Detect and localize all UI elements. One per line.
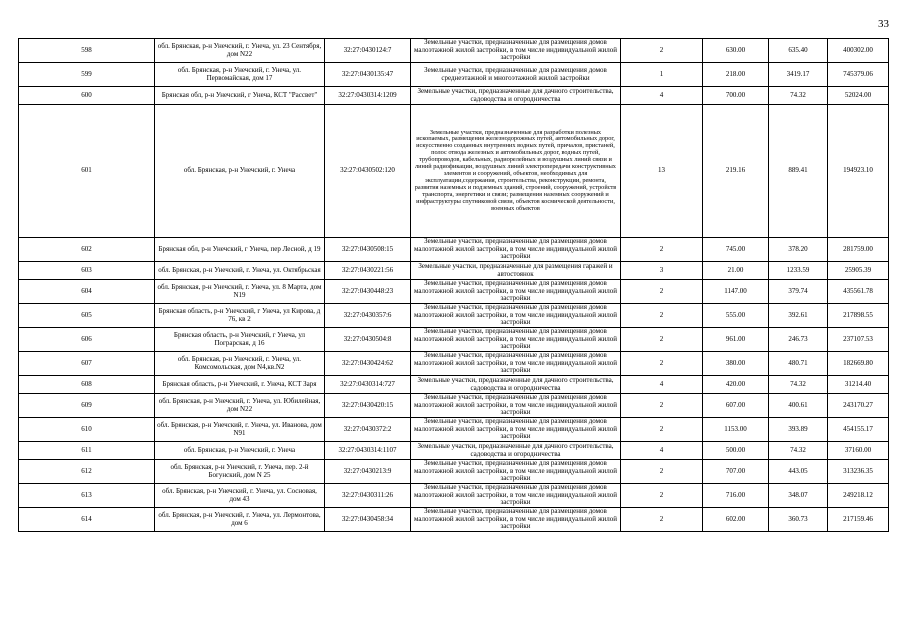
area-cell: 745.00 — [703, 238, 769, 262]
cadastral-value-cell: 249218.12 — [828, 484, 889, 508]
cadastral-number-cell: 32:27:0430420:15 — [325, 394, 411, 418]
address-cell: обл. Брянская, р-н Унечский, г. Унеча, ул. Первомайская, дом 17 — [155, 63, 325, 87]
row-number-cell: 613 — [19, 484, 155, 508]
land-purpose-cell: Земельные участки, предназначенные для размещения домов малоэтажной жилой застройки, в том числе индивидуальной жилой застройки — [411, 280, 621, 304]
area-cell: 555.00 — [703, 304, 769, 328]
cadastral-number-cell: 32:27:0430502:120 — [325, 105, 411, 238]
table-row — [19, 238, 889, 262]
group-cell: 2 — [621, 328, 703, 352]
row-number-cell: 598 — [19, 39, 155, 63]
specific-value-cell: 348.07 — [769, 484, 828, 508]
group-cell: 2 — [621, 304, 703, 328]
row-number-cell: 606 — [19, 328, 155, 352]
area-cell: 700.00 — [703, 87, 769, 105]
specific-value-cell: 246.73 — [769, 328, 828, 352]
area-cell: 420.00 — [703, 376, 769, 394]
cadastral-value-cell: 745379.06 — [828, 63, 889, 87]
address-cell: Брянская обл, р-н Унечский, г Унеча, КСТ "Рассвет" — [155, 87, 325, 105]
address-cell: обл. Брянская, р-н Унечский, г. Унеча, ул. Комсомольская, дом N4,кв.N2 — [155, 352, 325, 376]
area-cell: 1147.00 — [703, 280, 769, 304]
cadastral-value-cell: 52024.00 — [828, 87, 889, 105]
land-purpose-cell: Земельные участки, предназначенные для размещения гаражей и автостоянок — [411, 262, 621, 280]
group-cell: 2 — [621, 418, 703, 442]
row-number-cell: 604 — [19, 280, 155, 304]
area-cell: 630.00 — [703, 39, 769, 63]
address-cell: обл. Брянская, р-н Унечский, г. Унеча — [155, 442, 325, 460]
group-cell: 2 — [621, 352, 703, 376]
land-purpose-cell: Земельные участки, предназначенные для размещения домов малоэтажной жилой застройки, в том числе индивидуальной жилой застройки — [411, 394, 621, 418]
row-number-cell: 609 — [19, 394, 155, 418]
specific-value-cell: 480.71 — [769, 352, 828, 376]
address-cell: обл. Брянская, р-н Унечский, г. Унеча, ул. Октябрьская — [155, 262, 325, 280]
address-cell: Брянская область, р-н Унечский, г. Унеча, КСТ Заря — [155, 376, 325, 394]
land-purpose-cell: Земельные участки, предназначенные для разработки полезных ископаемых, размещения железнодорожных путей, автомобильных дорог, искусственно созданных внутренних водных путей, причалов, пристаней, полос отвода железных и автомобильных дорог, водных путей, трубопроводов, кабельных, радиорелейных и воздушных линий связи и линий радиофикации, воздушных линий электропередачи конструктивных элементов и сооружений, объектов, необходимых для эксплуатации,содержания, строительства, реконструкции, ремонта, развития наземных и подземных зданий, строений, сооружений, устройств транспорта, энергетики и связи; размещения наземных сооружений и инфраструктуры спутниковой связи, объектов космической деятельности, военных объектов — [411, 105, 621, 238]
cadastral-value-cell: 182669.80 — [828, 352, 889, 376]
specific-value-cell: 443.05 — [769, 460, 828, 484]
table-row — [19, 376, 889, 394]
cadastral-value-cell: 217159.46 — [828, 508, 889, 532]
row-number-cell: 599 — [19, 63, 155, 87]
row-number-cell: 612 — [19, 460, 155, 484]
address-cell: обл. Брянская, р-н Унечский, г. Унеча, ул. Иванова, дом N91 — [155, 418, 325, 442]
group-cell: 4 — [621, 376, 703, 394]
specific-value-cell: 1233.59 — [769, 262, 828, 280]
cadastral-number-cell: 32:27:0430372:2 — [325, 418, 411, 442]
group-cell: 2 — [621, 238, 703, 262]
cadastral-value-cell: 237107.53 — [828, 328, 889, 352]
specific-value-cell: 360.73 — [769, 508, 828, 532]
land-purpose-cell: Земельные участки, предназначенные для размещения домов малоэтажной жилой застройки, в том числе индивидуальной жилой застройки — [411, 352, 621, 376]
table-row — [19, 39, 889, 63]
area-cell: 961.00 — [703, 328, 769, 352]
row-number-cell: 601 — [19, 105, 155, 238]
address-cell: обл. Брянская, р-н Унечский, г. Унеча — [155, 105, 325, 238]
group-cell: 3 — [621, 262, 703, 280]
area-cell: 602.00 — [703, 508, 769, 532]
cadastral-value-cell: 217898.55 — [828, 304, 889, 328]
cadastral-value-cell: 194923.10 — [828, 105, 889, 238]
cadastral-value-cell: 281759.00 — [828, 238, 889, 262]
group-cell: 2 — [621, 394, 703, 418]
specific-value-cell: 400.61 — [769, 394, 828, 418]
cadastral-value-cell: 435561.78 — [828, 280, 889, 304]
area-cell: 219.16 — [703, 105, 769, 238]
cadastral-number-cell: 32:27:0430458:34 — [325, 508, 411, 532]
specific-value-cell: 635.40 — [769, 39, 828, 63]
group-cell: 4 — [621, 87, 703, 105]
area-cell: 607.00 — [703, 394, 769, 418]
specific-value-cell: 74.32 — [769, 87, 828, 105]
table-row — [19, 105, 889, 238]
land-purpose-cell: Земельные участки, предназначенные для размещения домов малоэтажной жилой застройки, в том числе индивидуальной жилой застройки — [411, 39, 621, 63]
row-number-cell: 603 — [19, 262, 155, 280]
group-cell: 2 — [621, 460, 703, 484]
cadastral-value-cell: 25905.39 — [828, 262, 889, 280]
table-row — [19, 442, 889, 460]
group-cell: 2 — [621, 508, 703, 532]
table-row — [19, 352, 889, 376]
land-purpose-cell: Земельные участки, предназначенные для размещения домов малоэтажной жилой застройки, в том числе индивидуальной жилой застройки — [411, 304, 621, 328]
land-purpose-cell: Земельные участки, предназначенные для дачного строительства, садоводства и огородничества — [411, 87, 621, 105]
address-cell: обл. Брянская, р-н Унечский, г. Унеча, ул. 8 Марта, дом N19 — [155, 280, 325, 304]
area-cell: 1153.00 — [703, 418, 769, 442]
row-number-cell: 614 — [19, 508, 155, 532]
row-number-cell: 600 — [19, 87, 155, 105]
cadastral-number-cell: 32:27:0430504:8 — [325, 328, 411, 352]
land-purpose-cell: Земельные участки, предназначенные для размещения домов малоэтажной жилой застройки, в том числе индивидуальной жилой застройки — [411, 418, 621, 442]
specific-value-cell: 889.41 — [769, 105, 828, 238]
group-cell: 2 — [621, 280, 703, 304]
cadastral-number-cell: 32:27:0430124:7 — [325, 39, 411, 63]
address-cell: Брянская область, р-н Унечский, г Унеча, ул Кирова, д 76, кв 2 — [155, 304, 325, 328]
cadastral-number-cell: 32:27:0430213:9 — [325, 460, 411, 484]
cadastral-number-cell: 32:27:0430311:26 — [325, 484, 411, 508]
specific-value-cell: 378.20 — [769, 238, 828, 262]
address-cell: обл. Брянская, р-н Унечский, г. Унеча, пер. 2-й Богунский, дом N 25 — [155, 460, 325, 484]
area-cell: 218.00 — [703, 63, 769, 87]
cadastral-number-cell: 32:27:0430314:727 — [325, 376, 411, 394]
cadastral-value-cell: 313236.35 — [828, 460, 889, 484]
land-purpose-cell: Земельные участки, предназначенные для размещения домов малоэтажной жилой застройки, в том числе индивидуальной жилой застройки — [411, 460, 621, 484]
area-cell: 707.00 — [703, 460, 769, 484]
row-number-cell: 607 — [19, 352, 155, 376]
table-row — [19, 262, 889, 280]
cadastral-number-cell: 32:27:0430221:56 — [325, 262, 411, 280]
cadastral-value-cell: 37160.00 — [828, 442, 889, 460]
address-cell: Брянская обл, р-н Унечский, г Унеча, пер Лесной, д 19 — [155, 238, 325, 262]
cadastral-number-cell: 32:27:0430314:1209 — [325, 87, 411, 105]
land-purpose-cell: Земельные участки, предназначенные для дачного строительства, садоводства и огородничества — [411, 442, 621, 460]
address-cell: обл. Брянская, р-н Унечский, г. Унеча, ул. 23 Сентября, дом N22 — [155, 39, 325, 63]
row-number-cell: 608 — [19, 376, 155, 394]
page-number: 33 — [878, 18, 889, 30]
address-cell: Брянская область, р-н Унечский, г Унеча, ул Пограрская, д 16 — [155, 328, 325, 352]
land-purpose-cell: Земельные участки, предназначенные для размещения домов среднеэтажной и многоэтажной жилой застройки — [411, 63, 621, 87]
cadastral-value-cell: 31214.40 — [828, 376, 889, 394]
land-purpose-cell: Земельные участки, предназначенные для размещения домов малоэтажной жилой застройки, в том числе индивидуальной жилой застройки — [411, 484, 621, 508]
land-purpose-cell: Земельные участки, предназначенные для размещения домов малоэтажной жилой застройки, в том числе индивидуальной жилой застройки — [411, 328, 621, 352]
cadastral-value-cell: 243170.27 — [828, 394, 889, 418]
address-cell: обл. Брянская, р-н Унечский, г. Унеча, ул. Сосновая, дом 43 — [155, 484, 325, 508]
group-cell: 4 — [621, 442, 703, 460]
table-row — [19, 484, 889, 508]
table-row — [19, 418, 889, 442]
row-number-cell: 605 — [19, 304, 155, 328]
cadastral-number-cell: 32:27:0430448:23 — [325, 280, 411, 304]
row-number-cell: 602 — [19, 238, 155, 262]
cadastral-number-cell: 32:27:0430135:47 — [325, 63, 411, 87]
area-cell: 500.00 — [703, 442, 769, 460]
specific-value-cell: 74.32 — [769, 376, 828, 394]
row-number-cell: 611 — [19, 442, 155, 460]
group-cell: 2 — [621, 484, 703, 508]
specific-value-cell: 74.32 — [769, 442, 828, 460]
area-cell: 21.00 — [703, 262, 769, 280]
table-row — [19, 328, 889, 352]
row-number-cell: 610 — [19, 418, 155, 442]
cadastral-value-cell: 400302.00 — [828, 39, 889, 63]
specific-value-cell: 393.89 — [769, 418, 828, 442]
group-cell: 1 — [621, 63, 703, 87]
address-cell: обл. Брянская, р-н Унечский, г. Унеча, ул. Лермонтова, дом 6 — [155, 508, 325, 532]
specific-value-cell: 3419.17 — [769, 63, 828, 87]
cadastral-number-cell: 32:27:0430314:1107 — [325, 442, 411, 460]
table-row — [19, 304, 889, 328]
specific-value-cell: 392.61 — [769, 304, 828, 328]
land-purpose-cell: Земельные участки, предназначенные для размещения домов малоэтажной жилой застройки, в том числе индивидуальной жилой застройки — [411, 508, 621, 532]
cadastral-number-cell: 32:27:0430357:6 — [325, 304, 411, 328]
table-row — [19, 63, 889, 87]
table-row — [19, 280, 889, 304]
land-purpose-cell: Земельные участки, предназначенные для размещения домов малоэтажной жилой застройки, в том числе индивидуальной жилой застройки — [411, 238, 621, 262]
area-cell: 716.00 — [703, 484, 769, 508]
land-registry-table — [18, 38, 889, 532]
group-cell: 2 — [621, 39, 703, 63]
land-purpose-cell: Земельные участки, предназначенные для дачного строительства, садоводства и огородничества — [411, 376, 621, 394]
table-row — [19, 394, 889, 418]
group-cell: 13 — [621, 105, 703, 238]
cadastral-number-cell: 32:27:0430508:15 — [325, 238, 411, 262]
table-row — [19, 460, 889, 484]
table-row — [19, 508, 889, 532]
address-cell: обл. Брянская, р-н Унечский, г. Унеча, ул. Юбилейная, дом N22 — [155, 394, 325, 418]
area-cell: 380.00 — [703, 352, 769, 376]
table-row — [19, 87, 889, 105]
cadastral-number-cell: 32:27:0430424:62 — [325, 352, 411, 376]
cadastral-value-cell: 454155.17 — [828, 418, 889, 442]
specific-value-cell: 379.74 — [769, 280, 828, 304]
